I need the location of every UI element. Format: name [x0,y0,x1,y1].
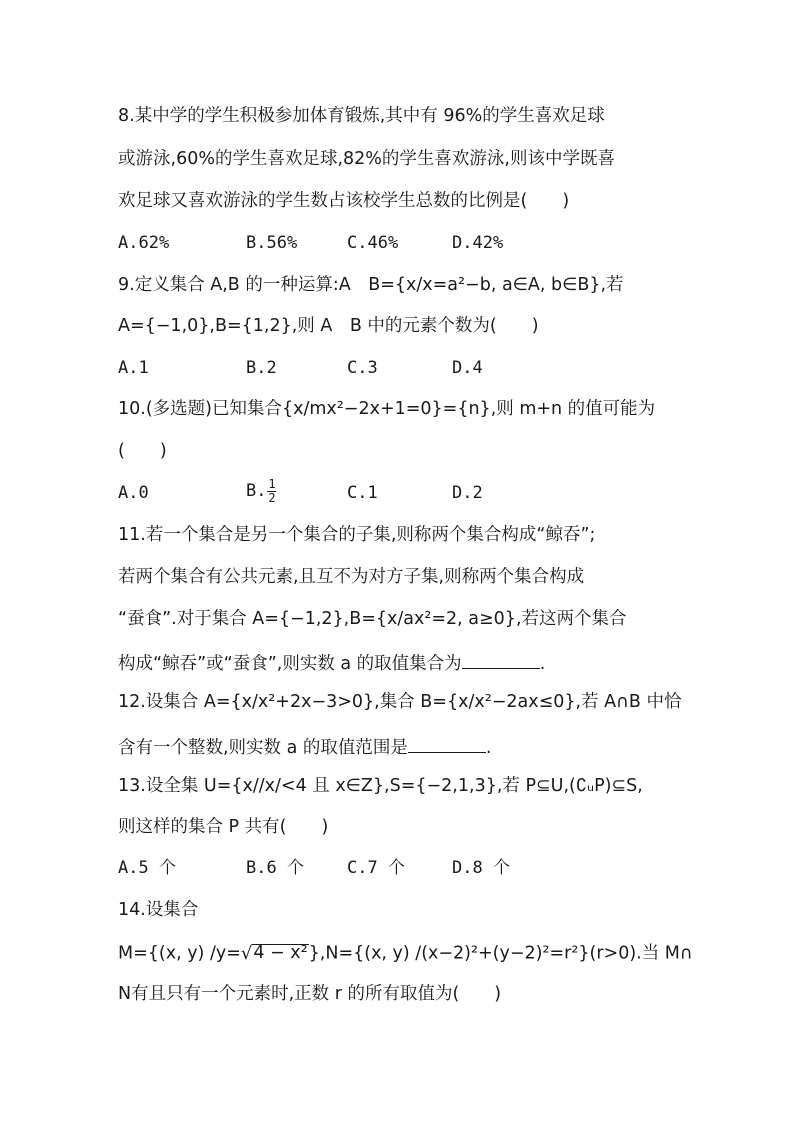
q9-option-c: C.3 [347,358,378,378]
q11-answer-blank[interactable] [462,652,540,669]
q11-line-4-text: 构成“鲸吞”或“蚕食”,则实数 a 的取值集合为 [118,654,462,674]
radicand: 4 − x² [253,943,308,963]
fraction-denominator: 2 [268,490,276,505]
q14-line-2 [118,944,693,963]
q12-line-1: 12.设集合 A={x/x²+2x−3>0},集合 B={x/x²−2ax≤0},若 A∩B 中恰 [118,692,682,712]
q14-line-2-a: M={(x, y) /y= [118,943,241,964]
q12-line-2 [118,736,492,758]
q13-option-a: A.5 个 [118,858,176,878]
q10-line-2: ( ) [118,441,167,461]
q13-option-b: B.6 个 [246,858,304,878]
q10-option-b-fraction [267,478,276,504]
q8-option-c: C.46% [347,233,399,253]
q13-line-1: 13.设全集 U={x//x/<4 且 x∈Z},S={−2,1,3},若 P⊆U,(∁ᵤP)⊆S, [118,776,643,796]
q8-option-a: A.62% [118,233,170,253]
q10-line-1: 10.(多选题)已知集合{x/mx²−2x+1=0}={n},则 m+n 的值可能为 [118,399,656,419]
q14-line-3: N有且只有一个元素时,正数 r 的所有取值为( ) [118,984,502,1004]
q8-option-d: D.42% [452,233,504,253]
fraction-numerator: 1 [268,477,276,491]
q8-line-1: 8.某中学的学生积极参加体育锻炼,其中有 96%的学生喜欢足球 [118,106,605,126]
q14-line-1: 14.设集合 [118,900,199,920]
q13-option-c: C.7 个 [347,858,405,878]
q11-line-1: 11.若一个集合是另一个集合的子集,则称两个集合构成“鲸吞”; [118,525,596,545]
q10-option-b [246,478,276,504]
q11-line-2: 若两个集合有公共元素,且互不为对方子集,则称两个集合构成 [118,567,585,587]
radical-sign: √ [240,942,253,964]
sqrt-expression [241,944,309,963]
q9-option-b: B.2 [246,358,277,378]
q9-option-a: A.1 [118,358,149,378]
q13-line-2: 则这样的集合 P 共有( ) [118,817,329,837]
q9-line-1: 9.定义集合 A,B 的一种运算:A B={x/x=a²−b, a∈A, b∈B},若 [118,275,624,295]
q10-option-c: C.1 [347,483,378,503]
q12-line-2-end: . [485,738,492,758]
q11-line-3: “蚕食”.对于集合 A={−1,2},B={x/ax²=2, a≥0},若这两个集合 [118,609,627,629]
q12-answer-blank[interactable] [408,736,486,753]
q10-option-b-label: B. [246,481,267,502]
q8-line-3: 欢足球又喜欢游泳的学生数占该校学生总数的比例是( ) [118,191,570,211]
q11-line-4 [118,652,545,674]
q8-option-b: B.56% [246,233,298,253]
q13-option-d: D.8 个 [452,858,510,878]
q9-line-2: A={−1,0},B={1,2},则 A B 中的元素个数为( ) [118,316,539,336]
q8-line-2: 或游泳,60%的学生喜欢足球,82%的学生喜欢游泳,则该中学既喜 [118,149,615,169]
q12-line-2-text: 含有一个整数,则实数 a 的取值范围是 [118,738,408,758]
q10-option-d: D.2 [452,483,483,503]
q9-option-d: D.4 [452,358,483,378]
q14-line-2-b: },N={(x, y) /(x−2)²+(y−2)²=r²}(r>0).当 M∩ [308,943,693,964]
q11-line-4-end: . [539,654,546,674]
q10-option-a: A.0 [118,483,149,503]
